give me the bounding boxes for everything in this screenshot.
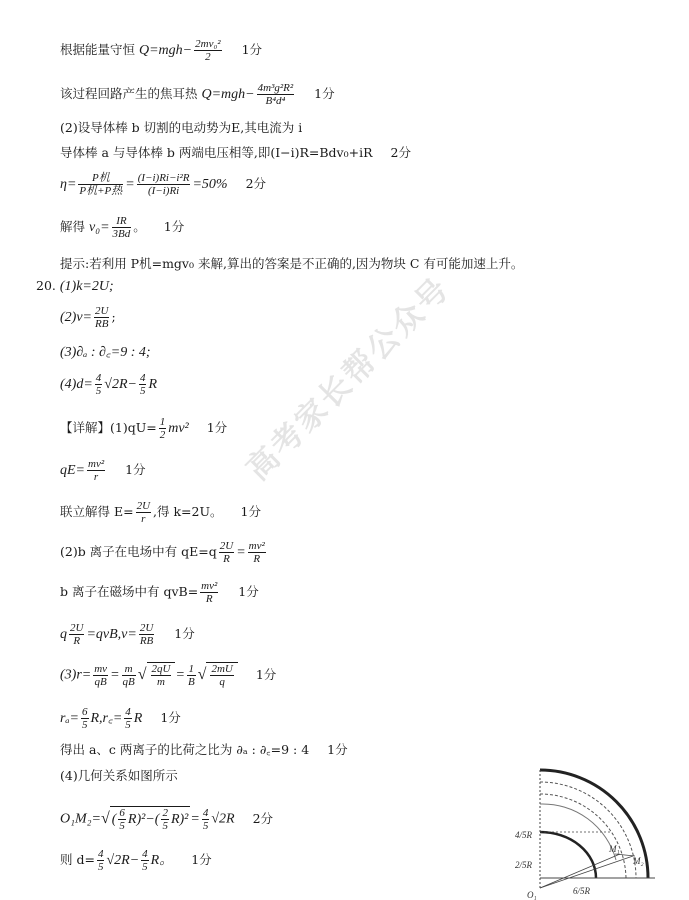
score: 1分 [327,742,348,757]
frac-den: m [157,676,165,689]
score: 2分 [252,810,274,826]
text: (2)设导体棒 b 切割的电动势为E,其电流为 i [60,120,303,135]
fraction [81,706,89,731]
frac-den: 5 [119,820,125,833]
score: 1分 [255,666,277,682]
math: (3)∂ₐ : ∂꜀=9 : 4; [60,345,151,360]
math: R [148,377,158,393]
fraction [187,663,196,688]
fraction [139,622,154,647]
math: η= [60,177,77,193]
frac-den: r [141,513,146,526]
fraction [136,500,151,525]
frac-num: 4 [142,848,148,860]
sqrt: √ $\frac{2qU}{m}$ [138,662,176,688]
math: =qvB,v= [86,627,137,643]
score: 2分 [245,176,267,192]
math: (2)v= [60,310,92,326]
sqrt: √ ( $\frac{6}{5}$ R)²−( $\frac{2}{5}$ R)² [100,807,189,833]
frac-num: m [122,663,136,676]
score: 2分 [390,145,411,160]
frac-den: 5 [162,820,168,833]
frac-den: 5 [97,861,104,874]
frac-den: R [223,553,230,566]
detail-6 [60,622,195,647]
text: 解得 [60,219,86,235]
fraction [112,215,132,240]
detail-1 [60,416,227,441]
frac-den: B [187,675,195,688]
frac-den: R [205,593,213,606]
frac-num: 2 [162,807,168,819]
detail-11 [60,806,273,832]
fraction [95,372,103,397]
frac-num: 4 [202,806,209,819]
score: 1分 [163,219,185,235]
score: 1分 [241,42,263,58]
frac-den: B⁴d⁴ [265,95,286,108]
math: R,r꜀= [90,711,123,727]
text: b 离子在磁场中有 qvB= [60,584,199,600]
score: 1分 [191,852,212,868]
q20-answer-4 [60,372,157,397]
fraction [118,807,126,832]
detail-label: 【详解】(1)qU= [60,420,157,436]
math: R [133,711,143,727]
voltage-equal-line [60,147,411,160]
fraction [159,416,167,441]
frac-den: (I−i)Ri [147,185,180,198]
solve-v0-line [60,215,184,240]
math: (1)k=2U; [59,279,114,294]
label-2-5R: 2/5R [515,860,532,870]
frac-num: 2U [219,540,234,552]
text: 则 d= [60,852,95,868]
frac-num: 6 [82,706,88,718]
math: O₁M₂= [60,811,101,827]
math: R。 [150,853,174,869]
energy-conservation-line [60,38,262,63]
frac-num: P机 [78,172,123,185]
question-number: 20. [36,278,56,293]
q20-answer-1 [36,280,114,294]
detail-12 [60,848,212,873]
math: =50% [192,177,228,193]
fraction [200,580,218,605]
frac-den: qB [122,675,135,688]
frac-den: 5 [139,385,146,398]
frac-num: 4 [95,372,102,384]
frac-den: 5 [142,861,148,874]
frac-num: 6 [119,807,125,819]
math: (4)d= [60,377,93,393]
frac-den: 5 [125,719,131,732]
efficiency-line [60,172,266,197]
frac-num: 4 [97,848,104,860]
fraction [202,807,210,832]
text: ,得 k=2U。 [153,504,223,520]
math: = [190,811,200,827]
detail-8 [60,706,181,731]
radius-line-1 [540,854,620,888]
frac-den: 3Bd [112,228,131,241]
dashed-arc-2 [540,794,626,878]
frac-num: 4 [139,372,146,384]
fraction [94,305,109,330]
detail-4 [60,540,268,565]
frac-num: 4m³g²R² [257,82,294,94]
sqrt: √ $\frac{2mU}{q}$ [198,662,238,688]
text: 得出 a、c 两离子的比荷之比为 ∂ₐ : ∂꜀=9 : 4 [60,742,310,757]
frac-num: 1 [188,662,195,675]
frac-den: 2 [205,51,211,64]
score: 1分 [160,710,181,726]
frac-num: (I−i)Ri−i²R [137,172,190,184]
fraction [93,663,108,688]
fraction [141,848,149,873]
detail-10 [60,770,178,783]
frac-num: mv² [201,580,218,592]
score: 1分 [314,86,335,102]
math: mv² [168,421,189,437]
math: = [236,545,246,561]
frac-num: IR [112,215,132,228]
fraction [151,663,172,688]
math: R)² [170,811,189,827]
fraction [78,172,123,197]
joule-heat-line [60,82,335,107]
score: 1分 [125,462,146,478]
label-4-5R: 4/5R [515,830,532,840]
frac-num: 2mv₀² [195,38,221,50]
score: 1分 [174,626,195,642]
math: = [125,177,135,193]
frac-num: 2U [95,305,109,317]
math: √2R− [104,377,137,393]
detail-3 [60,500,261,525]
fraction [139,372,147,397]
math: q [60,627,67,643]
text: ; [111,309,116,325]
hint-line [60,258,523,271]
label-O1: O₁ [527,890,537,900]
math: (3)r= [60,667,92,683]
text: 。 [133,219,146,235]
fraction [248,540,266,565]
math: R)²−( [127,811,160,827]
score: 1分 [238,584,259,600]
emf-setup-line [60,122,302,135]
text: (2)b 离子在电场中有 qE=q [60,544,217,560]
radius-line-2 [540,856,633,888]
fraction [210,663,233,688]
frac-num: 2U [139,622,154,634]
frac-num: mv² [88,458,105,470]
text: (4)几何关系如图所示 [60,768,178,783]
label-M1: M₁ [609,844,620,854]
detail-2 [60,458,146,483]
frac-num: 2U [70,622,84,634]
math: Q=mgh− [139,43,193,59]
math: = [110,667,120,683]
fraction [137,172,191,197]
math: rₐ= [60,711,79,727]
fraction [122,663,136,688]
frac-den: 5 [82,719,88,732]
fraction [219,540,234,565]
frac-num: mv [94,662,108,675]
label-6-5R: 6/5R [573,886,590,896]
frac-den: r [93,471,99,484]
math: ( [111,811,117,827]
fraction [257,82,295,107]
frac-num: 2U [136,500,151,512]
detail-9 [60,744,348,757]
text: 该过程回路产生的焦耳热 [60,86,198,102]
frac-den: q [219,676,225,689]
frac-num: 1 [159,416,166,428]
fraction [69,622,84,647]
geometry-figure [505,760,665,900]
frac-num: 2qU [151,663,171,675]
fraction [194,38,221,63]
fraction [161,807,169,832]
frac-den: P机+P热 [79,185,123,198]
frac-den: qB [94,675,107,688]
frac-den: RB [95,318,109,331]
fraction [87,458,105,483]
fraction [124,706,132,731]
watermark-text: 高考家长帮公众号 [239,269,458,488]
detail-5 [60,580,259,605]
math: √2R− [106,853,140,869]
label-M2: M₂ [633,856,644,866]
frac-den: 5 [95,385,102,398]
frac-num: mv² [248,540,265,552]
score: 1分 [206,420,228,436]
fraction [97,848,105,873]
math: √2R [211,811,235,827]
frac-num: 4 [125,706,131,718]
math: v₀= [89,220,110,236]
text: 联立解得 E= [60,504,134,520]
frac-den: R [73,635,81,648]
math: qE= [60,463,85,479]
frac-den: R [253,553,261,566]
hint-text: 提示:若利用 P机=mgv₀ 来解,算出的答案是不正确的,因为物块 C 有可能加速上升。 [60,256,524,271]
frac-den: 2 [159,429,166,442]
detail-7 [60,662,276,688]
q20-answer-2 [60,305,116,330]
math: = [175,667,185,683]
math: Q=mgh− [201,87,255,103]
inner-arc [540,832,596,878]
q20-answer-3 [60,346,151,360]
score: 1分 [240,504,261,520]
dashed-arc-1 [540,782,636,878]
frac-num: 2mU [211,663,233,675]
text: 根据能量守恒 [60,42,136,58]
frac-den: 5 [202,819,209,832]
frac-den: RB [139,635,154,648]
text: 导体棒 a 与导体棒 b 两端电压相等,即(I−i)R=Bdv₀+iR [60,145,373,160]
